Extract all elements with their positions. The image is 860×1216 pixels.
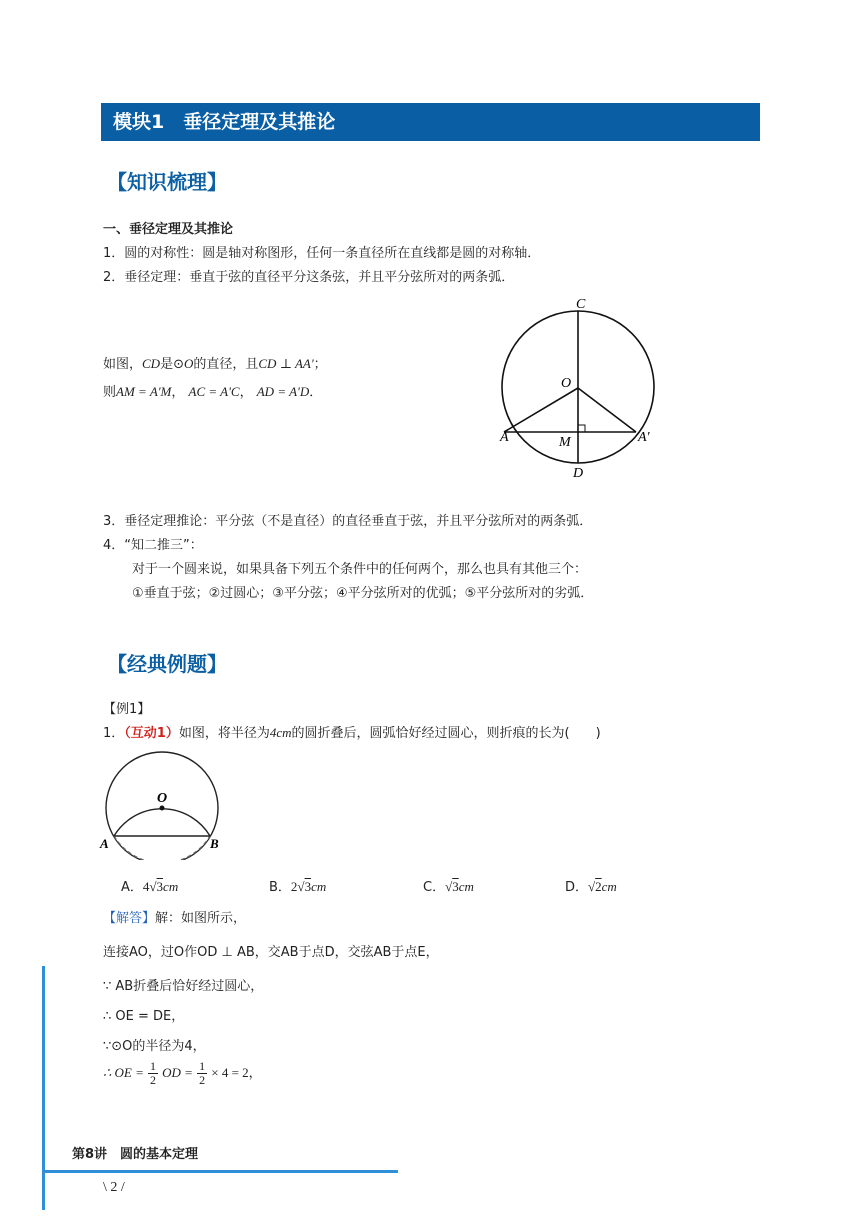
theorem-figure — [490, 292, 670, 482]
answer-heading: 【解答】解：如图所示， — [103, 911, 247, 926]
knowledge-item-4-desc: 对于一个圆来说，如果具备下列五个条件中的任何两个，那么也具有其他三个： — [132, 562, 588, 577]
fraction-half-1: $\frac{1}{2}$ — [150, 1059, 157, 1087]
examples-section-title: 【经典例题】 — [107, 652, 227, 676]
solution-line-3: ∴ OE = DE， — [103, 1009, 185, 1024]
footer-vertical-rule — [42, 966, 45, 1210]
question-text: 1．（互动1）如图，将半径为4cm的圆折叠后，圆弧恰好经过圆心，则折痕的长为( ) — [103, 725, 601, 741]
knowledge-item-3: 3．垂径定理推论：平分弦（不是直径）的直径垂直于弦，并且平分弦所对的两条弧． — [103, 514, 593, 529]
knowledge-item-4: 4．“知二推三”： — [103, 538, 203, 553]
solution-line-4: ∵⊙O的半径为4， — [103, 1039, 206, 1054]
option-c[interactable]: C．√3cm — [423, 879, 474, 895]
fold-figure — [98, 748, 228, 860]
knowledge-subheading: 一、垂径定理及其推论 — [103, 222, 234, 237]
label-d: D — [573, 466, 584, 481]
solution-line-5: ∴ OE = $\frac{1}{2}$ OD = $\frac{1}{2}$ × 4 = 2， — [103, 1059, 262, 1087]
solution-line-2: ∵ AB折叠后恰好经过圆心， — [103, 979, 264, 994]
example-label: 【例1】 — [103, 702, 151, 717]
page-number: \ 2 / — [103, 1180, 125, 1195]
knowledge-section-title: 【知识梳理】 — [107, 170, 227, 194]
label-m: M — [559, 435, 571, 450]
label-o: O — [157, 791, 168, 806]
knowledge-item-2: 2．垂径定理：垂直于弦的直径平分这条弦，并且平分弦所对的两条弧． — [103, 270, 515, 285]
radius-oa — [504, 388, 578, 432]
footer-horizontal-rule — [42, 1170, 398, 1173]
label-b: B — [210, 836, 219, 851]
label-a: A — [500, 430, 509, 445]
module-header: 模块1 垂径定理及其推论 — [101, 103, 760, 141]
label-c: C — [576, 297, 586, 312]
fraction-half-2: $\frac{1}{2}$ — [199, 1059, 206, 1087]
folded-arc — [114, 809, 210, 836]
label-a: A — [100, 836, 109, 851]
dashed-lower-arc — [114, 836, 210, 860]
knowledge-item-4-list: ①垂直于弦；②过圆心；③平分弦；④平分弦所对的优弧；⑤平分弦所对的劣弧． — [132, 586, 594, 601]
label-o: O — [561, 376, 572, 391]
label-a-prime: A' — [638, 430, 650, 445]
option-d[interactable]: D．√2cm — [565, 879, 617, 895]
theorem-statement-line-2: 则AM = A'M， AC = A'C， AD = A'D． — [103, 384, 323, 400]
right-angle-mark — [578, 425, 585, 432]
option-a[interactable]: A．4√3cm — [121, 879, 179, 895]
center-point — [160, 806, 165, 811]
option-b[interactable]: B．2√3cm — [269, 879, 327, 895]
solution-line-1: 连接AO，过O作OD ⊥ AB，交AB于点D，交弦AB于点E， — [103, 945, 439, 960]
footer-chapter-title: 第8讲 圆的基本定理 — [72, 1147, 199, 1162]
knowledge-item-1: 1．圆的对称性：圆是轴对称图形，任何一条直径所在直线都是圆的对称轴． — [103, 246, 541, 261]
radius-oa2 — [578, 388, 636, 432]
theorem-statement-line-1: 如图，CD是⊙O的直径，且CD ⊥ AA'； — [103, 356, 327, 372]
